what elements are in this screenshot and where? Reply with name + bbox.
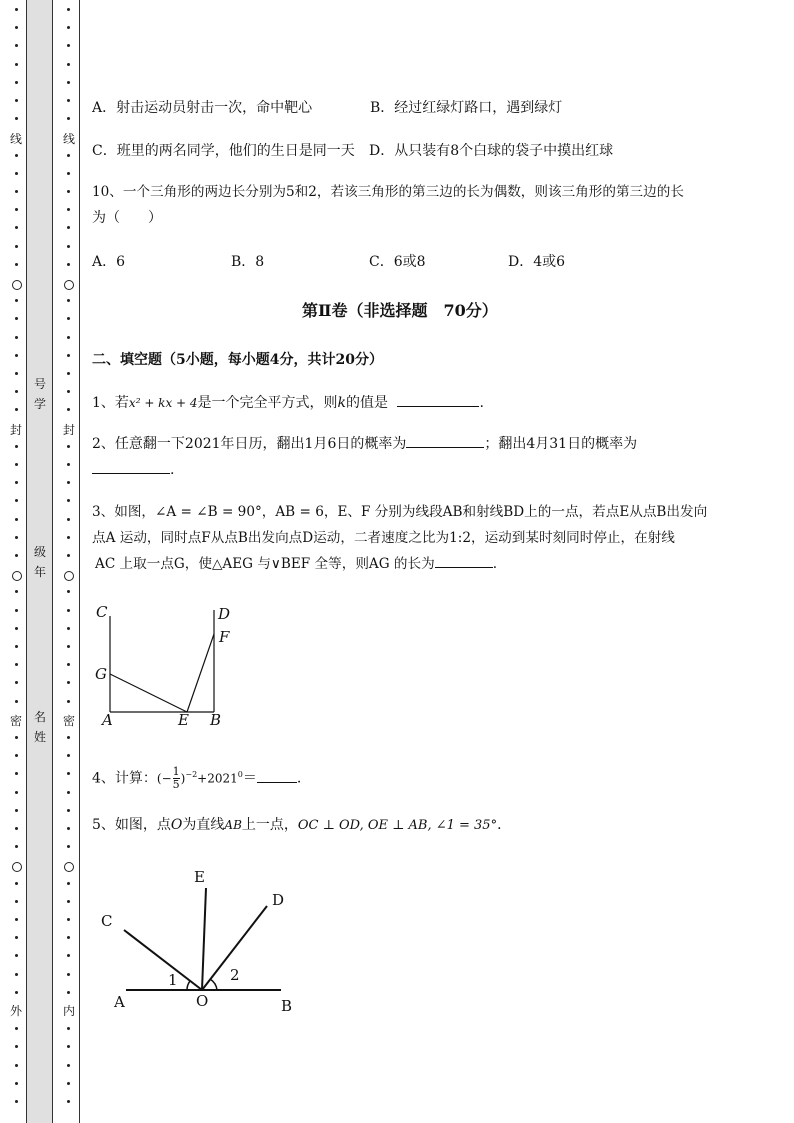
q1-answer-blank[interactable] bbox=[397, 395, 479, 407]
margin-rule bbox=[79, 0, 80, 1123]
info-strip bbox=[26, 0, 52, 1123]
margin-dot bbox=[67, 463, 70, 466]
margin-dot bbox=[67, 117, 70, 120]
margin-dot bbox=[67, 44, 70, 47]
margin-dot bbox=[67, 372, 70, 375]
q5-conditions: OC ⊥ OD, OE ⊥ AB, ∠1 = 35° bbox=[297, 818, 498, 833]
margin-dot bbox=[67, 681, 70, 684]
margin-dot bbox=[67, 1082, 70, 1085]
margin-dot bbox=[15, 445, 18, 448]
margin-dot bbox=[15, 554, 18, 557]
margin-dot bbox=[67, 772, 70, 775]
seal-label-seal-inner: 封 bbox=[63, 423, 76, 437]
q10-option-d: D．4或6 bbox=[508, 254, 566, 270]
point-label-f: F bbox=[219, 628, 230, 646]
q4-equals: ＝ bbox=[242, 770, 257, 787]
margin-dot bbox=[67, 245, 70, 248]
margin-dot bbox=[15, 190, 18, 193]
q5-line-ab: AB bbox=[224, 818, 242, 832]
margin-dot bbox=[67, 1100, 70, 1103]
q5-mid: 为直线 bbox=[182, 817, 225, 833]
margin-dot bbox=[15, 1064, 18, 1067]
margin-dot bbox=[15, 317, 18, 320]
margin-dot bbox=[67, 827, 70, 830]
q1-prefix: 1、若 bbox=[92, 395, 129, 411]
q1-variable: k bbox=[337, 395, 347, 411]
margin-ring-marker bbox=[12, 280, 22, 290]
q2-answer-blank-1[interactable] bbox=[406, 436, 484, 448]
margin-dot bbox=[15, 408, 18, 411]
seal-label-line-outer: 线 bbox=[10, 132, 23, 146]
margin-dot bbox=[15, 1100, 18, 1103]
grade-label: 级 bbox=[33, 545, 46, 559]
margin-dot bbox=[67, 936, 70, 939]
margin-dot bbox=[15, 845, 18, 848]
margin-ring-marker bbox=[64, 862, 74, 872]
q4-fraction-numerator: 1 bbox=[172, 765, 180, 778]
margin-ring-marker bbox=[64, 280, 74, 290]
margin-ring-marker bbox=[64, 571, 74, 581]
section-heading: 二、填空题（5小题，每小题4分，共计20分） bbox=[92, 352, 383, 368]
point-label-b: B bbox=[281, 997, 293, 1015]
margin-dot bbox=[15, 299, 18, 302]
name-label: 姓 bbox=[33, 730, 46, 744]
q2-text-part2: ；翻出4月31日的概率为 bbox=[484, 436, 638, 452]
margin-dot bbox=[15, 172, 18, 175]
margin-dot bbox=[67, 900, 70, 903]
student-id-label: 号 bbox=[33, 377, 46, 391]
ray-oc bbox=[124, 930, 202, 990]
question-4: 4、计算：(− $\frac{1}{5}$ )$^{-2}+2021^0=$ . bbox=[92, 765, 302, 791]
margin-dot bbox=[67, 536, 70, 539]
margin-dot bbox=[67, 26, 70, 29]
margin-dot bbox=[67, 954, 70, 957]
grade-label: 年 bbox=[33, 565, 46, 579]
margin-dot bbox=[15, 754, 18, 757]
margin-dot bbox=[67, 973, 70, 976]
margin-dot bbox=[67, 809, 70, 812]
margin-dot bbox=[15, 1027, 18, 1030]
q10-option-a: A．6 bbox=[92, 254, 126, 270]
margin-dot bbox=[67, 1027, 70, 1030]
margin-dot bbox=[67, 1064, 70, 1067]
margin-dot bbox=[15, 663, 18, 666]
q5-suffix: ． bbox=[497, 817, 512, 833]
q9-option-d: D．从只装有8个白球的袋子中摸出红球 bbox=[369, 143, 614, 159]
angle-label-2: 2 bbox=[230, 966, 240, 984]
margin-dot bbox=[15, 918, 18, 921]
margin-dot bbox=[67, 208, 70, 211]
margin-dot bbox=[15, 882, 18, 885]
q5-point-o: O bbox=[170, 817, 183, 833]
seal-label-seal-outer: 封 bbox=[10, 423, 23, 437]
q4-paren-close: ) bbox=[180, 771, 186, 786]
margin-dot bbox=[15, 245, 18, 248]
margin-dot bbox=[67, 63, 70, 66]
q3-answer-blank[interactable] bbox=[435, 556, 493, 568]
margin-dot bbox=[15, 954, 18, 957]
margin-dot bbox=[15, 791, 18, 794]
point-label-d: D bbox=[272, 891, 285, 909]
margin-dot bbox=[67, 882, 70, 885]
q1-mid: 是一个完全平方式，则 bbox=[197, 395, 338, 411]
q3-stem-line2: 点A 运动，同时点F从点B出发向点D运动，二者速度之比为1:2，运动到某时刻同时停止，在射线 bbox=[92, 530, 675, 546]
question-5 bbox=[92, 817, 511, 834]
point-label-c: C bbox=[101, 912, 113, 930]
q1-suffix: 的值是 bbox=[346, 395, 389, 411]
margin-dot bbox=[15, 99, 18, 102]
margin-dot bbox=[15, 463, 18, 466]
point-label-e: E bbox=[194, 868, 205, 886]
segment-ge bbox=[110, 674, 187, 712]
margin-dot bbox=[15, 208, 18, 211]
part-title: 第Ⅱ卷（非选择题 70分） bbox=[302, 301, 498, 320]
margin-dot bbox=[67, 754, 70, 757]
margin-dot bbox=[67, 263, 70, 266]
margin-dot bbox=[67, 499, 70, 502]
q4-prefix: 4、计算： bbox=[92, 770, 157, 787]
name-label: 名 bbox=[33, 710, 46, 724]
figure-1 bbox=[88, 598, 248, 738]
margin-dot bbox=[67, 991, 70, 994]
point-label-o: O bbox=[196, 992, 209, 1010]
margin-dot bbox=[15, 63, 18, 66]
margin-dot bbox=[15, 900, 18, 903]
inner-dot-column bbox=[64, 0, 74, 1123]
ray-oe bbox=[202, 888, 206, 990]
margin-dot bbox=[15, 1082, 18, 1085]
seal-label-secret-inner: 密 bbox=[63, 714, 76, 728]
q4-paren-open: (− bbox=[156, 771, 172, 786]
margin-dot bbox=[67, 317, 70, 320]
margin-dot bbox=[67, 354, 70, 357]
margin-dot bbox=[15, 372, 18, 375]
margin-dot bbox=[15, 499, 18, 502]
q4-plus-term: +2021 bbox=[197, 771, 238, 786]
margin-dot bbox=[67, 590, 70, 593]
margin-dot bbox=[15, 44, 18, 47]
margin-dot bbox=[15, 973, 18, 976]
margin-dot bbox=[67, 172, 70, 175]
q4-answer-blank[interactable] bbox=[257, 771, 297, 783]
q10-stem-line2: 为（ ） bbox=[92, 210, 162, 226]
point-label-e: E bbox=[178, 711, 189, 729]
margin-dot bbox=[15, 645, 18, 648]
q2-answer-blank-2[interactable] bbox=[92, 462, 170, 474]
q9-option-a: A．射击运动员射击一次，命中靶心 bbox=[92, 100, 313, 116]
margin-dot bbox=[67, 445, 70, 448]
figure-2 bbox=[96, 866, 306, 1016]
margin-dot bbox=[15, 354, 18, 357]
margin-dot bbox=[15, 681, 18, 684]
margin-dot bbox=[15, 518, 18, 521]
q1-expression: x² + kx + 4 bbox=[128, 396, 198, 410]
angle-label-1: 1 bbox=[168, 971, 178, 989]
info-strip-border bbox=[26, 0, 27, 1123]
margin-dot bbox=[15, 336, 18, 339]
margin-dot bbox=[15, 609, 18, 612]
margin-dot bbox=[15, 736, 18, 739]
seal-label-inside: 内 bbox=[63, 1004, 76, 1018]
point-label-a: A bbox=[102, 711, 113, 729]
margin-dot bbox=[67, 408, 70, 411]
angle-2-arc bbox=[210, 979, 217, 990]
margin-dot bbox=[15, 809, 18, 812]
point-label-d: D bbox=[218, 605, 231, 623]
margin-dot bbox=[67, 226, 70, 229]
margin-dot bbox=[67, 299, 70, 302]
q3-stem-line1: 3、如图，∠A = ∠B = 90°，AB = 6，E、F 分别为线段AB和射线BD上的一点，若点E从点B出发向 bbox=[92, 504, 708, 520]
margin-dot bbox=[15, 263, 18, 266]
q3-stem-line3: AC 上取一点G，使△AEG 与∨BEF 全等，则AG 的长为 . bbox=[95, 556, 498, 572]
margin-dot bbox=[15, 991, 18, 994]
q4-exponent-2: 0 bbox=[237, 769, 243, 779]
margin-ring-marker bbox=[12, 571, 22, 581]
margin-dot bbox=[67, 627, 70, 630]
margin-dot bbox=[15, 627, 18, 630]
margin-dot bbox=[67, 845, 70, 848]
margin-dot bbox=[15, 772, 18, 775]
margin-dot bbox=[15, 8, 18, 11]
segment-ef bbox=[187, 634, 214, 712]
seal-label-secret-outer: 密 bbox=[10, 714, 23, 728]
margin-dot bbox=[67, 609, 70, 612]
margin-dot bbox=[67, 8, 70, 11]
margin-dot bbox=[15, 827, 18, 830]
margin-dot bbox=[67, 190, 70, 193]
margin-dot bbox=[67, 99, 70, 102]
margin-dot bbox=[67, 1045, 70, 1048]
seal-label-line-inner: 线 bbox=[63, 132, 76, 146]
q4-fraction-denominator: 5 bbox=[172, 778, 180, 791]
question-2-cont: . bbox=[92, 462, 174, 478]
margin-dot bbox=[15, 81, 18, 84]
margin-dot bbox=[15, 226, 18, 229]
q5-mid2: 上一点， bbox=[241, 817, 298, 833]
margin-dot bbox=[15, 390, 18, 393]
margin-dot bbox=[67, 918, 70, 921]
margin-dot bbox=[15, 481, 18, 484]
info-strip-border bbox=[52, 0, 53, 1123]
q10-option-c: C．6或8 bbox=[369, 254, 426, 270]
angle-1-arc bbox=[187, 981, 190, 990]
margin-dot bbox=[15, 1045, 18, 1048]
margin-dot bbox=[15, 700, 18, 703]
question-2 bbox=[92, 436, 637, 452]
q2-text-part1: 2、任意翻一下2021年日历，翻出1月6日的概率为 bbox=[92, 436, 407, 452]
margin-dot bbox=[15, 154, 18, 157]
q9-option-b: B．经过红绿灯路口，遇到绿灯 bbox=[370, 100, 563, 116]
margin-dot bbox=[67, 554, 70, 557]
margin-dot bbox=[67, 518, 70, 521]
margin-dot bbox=[15, 936, 18, 939]
q3-line3-text: AC 上取一点G，使△AEG 与∨BEF 全等，则AG 的长为 bbox=[95, 556, 435, 572]
margin-dot bbox=[67, 336, 70, 339]
margin-dot bbox=[67, 154, 70, 157]
margin-dot bbox=[15, 117, 18, 120]
margin-dot bbox=[67, 736, 70, 739]
q9-option-c: C．班里的两名同学，他们的生日是同一天 bbox=[92, 143, 355, 159]
margin-dot bbox=[67, 663, 70, 666]
margin-dot bbox=[67, 390, 70, 393]
margin-dot bbox=[67, 481, 70, 484]
point-label-c: C bbox=[96, 603, 108, 621]
outer-dot-column bbox=[12, 0, 22, 1123]
margin-dot bbox=[67, 81, 70, 84]
q4-exponent-1: −2 bbox=[185, 769, 198, 779]
margin-dot bbox=[15, 536, 18, 539]
point-label-a: A bbox=[114, 993, 125, 1011]
q10-stem-line1: 10、一个三角形的两边长分别为5和2，若该三角形的第三边的长为偶数，则该三角形的第三边的长 bbox=[92, 184, 684, 200]
point-label-b: B bbox=[210, 711, 222, 729]
margin-dot bbox=[67, 645, 70, 648]
margin-ring-marker bbox=[12, 862, 22, 872]
question-1: 1、若x² + kx + 4是一个完全平方式，则k的值是 . bbox=[92, 395, 484, 411]
point-label-g: G bbox=[95, 665, 107, 683]
q5-prefix: 5、如图，点 bbox=[92, 817, 171, 833]
q10-option-b: B．8 bbox=[231, 254, 265, 270]
student-id-label: 学 bbox=[33, 397, 46, 411]
margin-dot bbox=[67, 791, 70, 794]
seal-label-outside: 外 bbox=[10, 1004, 23, 1018]
margin-dot bbox=[15, 26, 18, 29]
margin-dot bbox=[15, 590, 18, 593]
q4-fraction bbox=[173, 766, 180, 791]
margin-dot bbox=[67, 700, 70, 703]
